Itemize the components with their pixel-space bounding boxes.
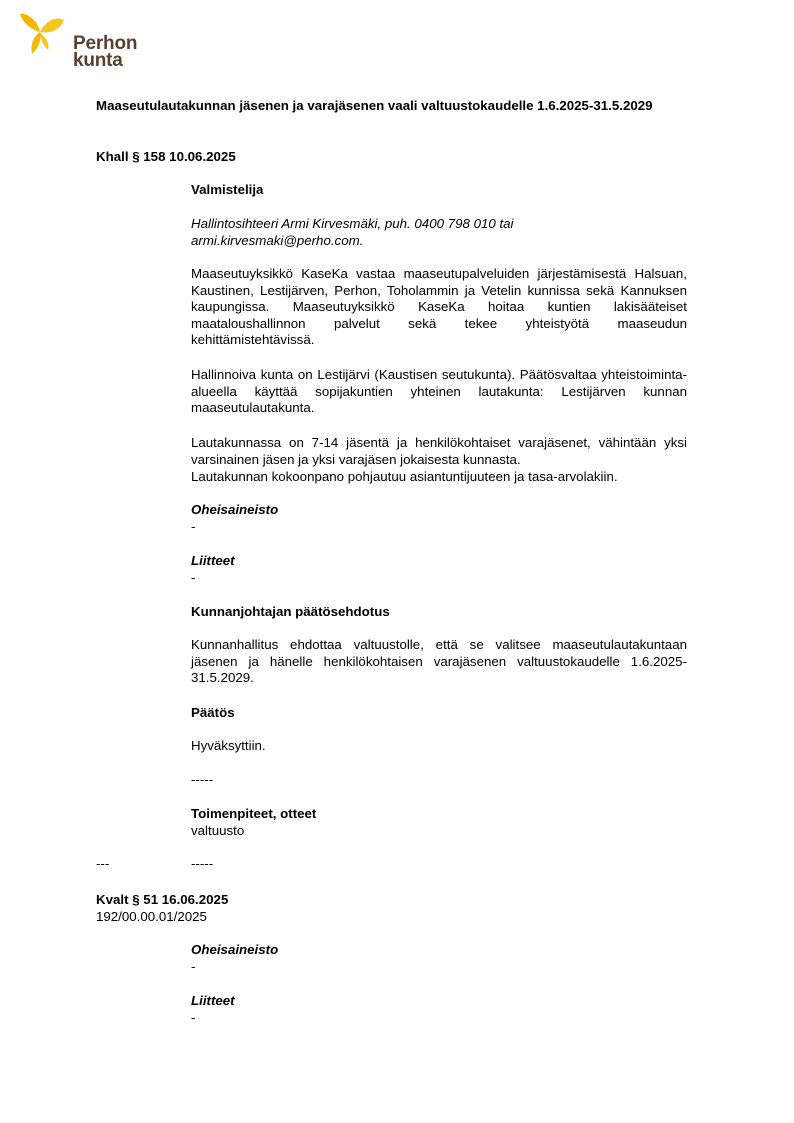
butterfly-icon <box>16 10 68 58</box>
liitteet-heading: Liitteet <box>191 553 235 568</box>
oheisaineisto2-heading: Oheisaineisto <box>191 942 279 957</box>
oheisaineisto-value: - <box>191 519 196 534</box>
kvalt-reference: Kvalt § 51 16.06.2025 <box>96 892 229 907</box>
paragraph-3b: Lautakunnan kokoonpano pohjautuu asiantuntijuuteen ja tasa-arvolakiin. <box>191 469 618 484</box>
ehdotus-heading: Kunnanjohtajan päätösehdotus <box>191 604 390 619</box>
logo-text: Perhon kunta <box>73 33 138 71</box>
toimenpiteet-heading: Toimenpiteet, otteet <box>191 806 317 821</box>
paatos-text: Hyväksyttiin. <box>191 738 266 753</box>
oheisaineisto2-value: - <box>191 959 196 974</box>
paatos-heading: Päätös <box>191 705 235 720</box>
liitteet2-heading: Liitteet <box>191 993 235 1008</box>
khall-reference: Khall § 158 10.06.2025 <box>96 149 236 164</box>
ehdotus-text: Kunnanhallitus ehdottaa valtuustolle, että se valitsee maaseutulautakuntaan jäsenen ja hänelle henkilökohtaisen varajäsenen valtuustokaudelle 1.6.2025-31.5.2029. <box>191 637 687 685</box>
separator-left: --- <box>96 856 110 871</box>
toimenpiteet-value: valtuusto <box>191 823 245 838</box>
diary-number: 192/00.00.01/2025 <box>96 909 207 924</box>
valmistelija-text: Hallintosihteeri Armi Kirvesmäki, puh. 0400 798 010 tai armi.kirvesmaki@perho.com. <box>191 216 514 248</box>
logo <box>16 10 186 71</box>
paragraph-1: Maaseutuyksikkö KaseKa vastaa maaseutupalveluiden järjestämisestä Halsuan, Kaustinen, Lestijärven, Perhon, Toholammin ja Vetelin kunnissa sekä Kannuksen kaupungissa. Maaseutuyksikkö KaseKa hoitaa kuntien lakisääteiset maataloushallinnon palvelut sekä tekee yhteistyötä maaseudun kehittämistehtävissä. <box>191 266 687 347</box>
document-title: Maaseutulautakunnan jäsenen ja varajäsenen vaali valtuustokaudelle 1.6.2025-31.5.2029 <box>96 98 653 113</box>
liitteet-value: - <box>191 570 196 585</box>
separator-2: ----- <box>191 856 214 871</box>
paragraph-2: Hallinnoiva kunta on Lestijärvi (Kaustisen seutukunta). Päätösvaltaa yhteistoiminta-alueella käyttää sopijakuntien yhteinen lautakunta: Lestijärven kunnan maaseutulautakunta. <box>191 367 687 415</box>
paragraph-3a: Lautakunnassa on 7-14 jäsentä ja henkilökohtaiset varajäsenet, vähintään yksi varsinainen jäsen ja yksi varajäsen jokaisesta kunnasta. <box>191 435 687 467</box>
valmistelija-heading: Valmistelija <box>191 182 264 197</box>
liitteet2-value: - <box>191 1010 196 1025</box>
separator-1: ----- <box>191 772 214 787</box>
oheisaineisto-heading: Oheisaineisto <box>191 502 279 517</box>
